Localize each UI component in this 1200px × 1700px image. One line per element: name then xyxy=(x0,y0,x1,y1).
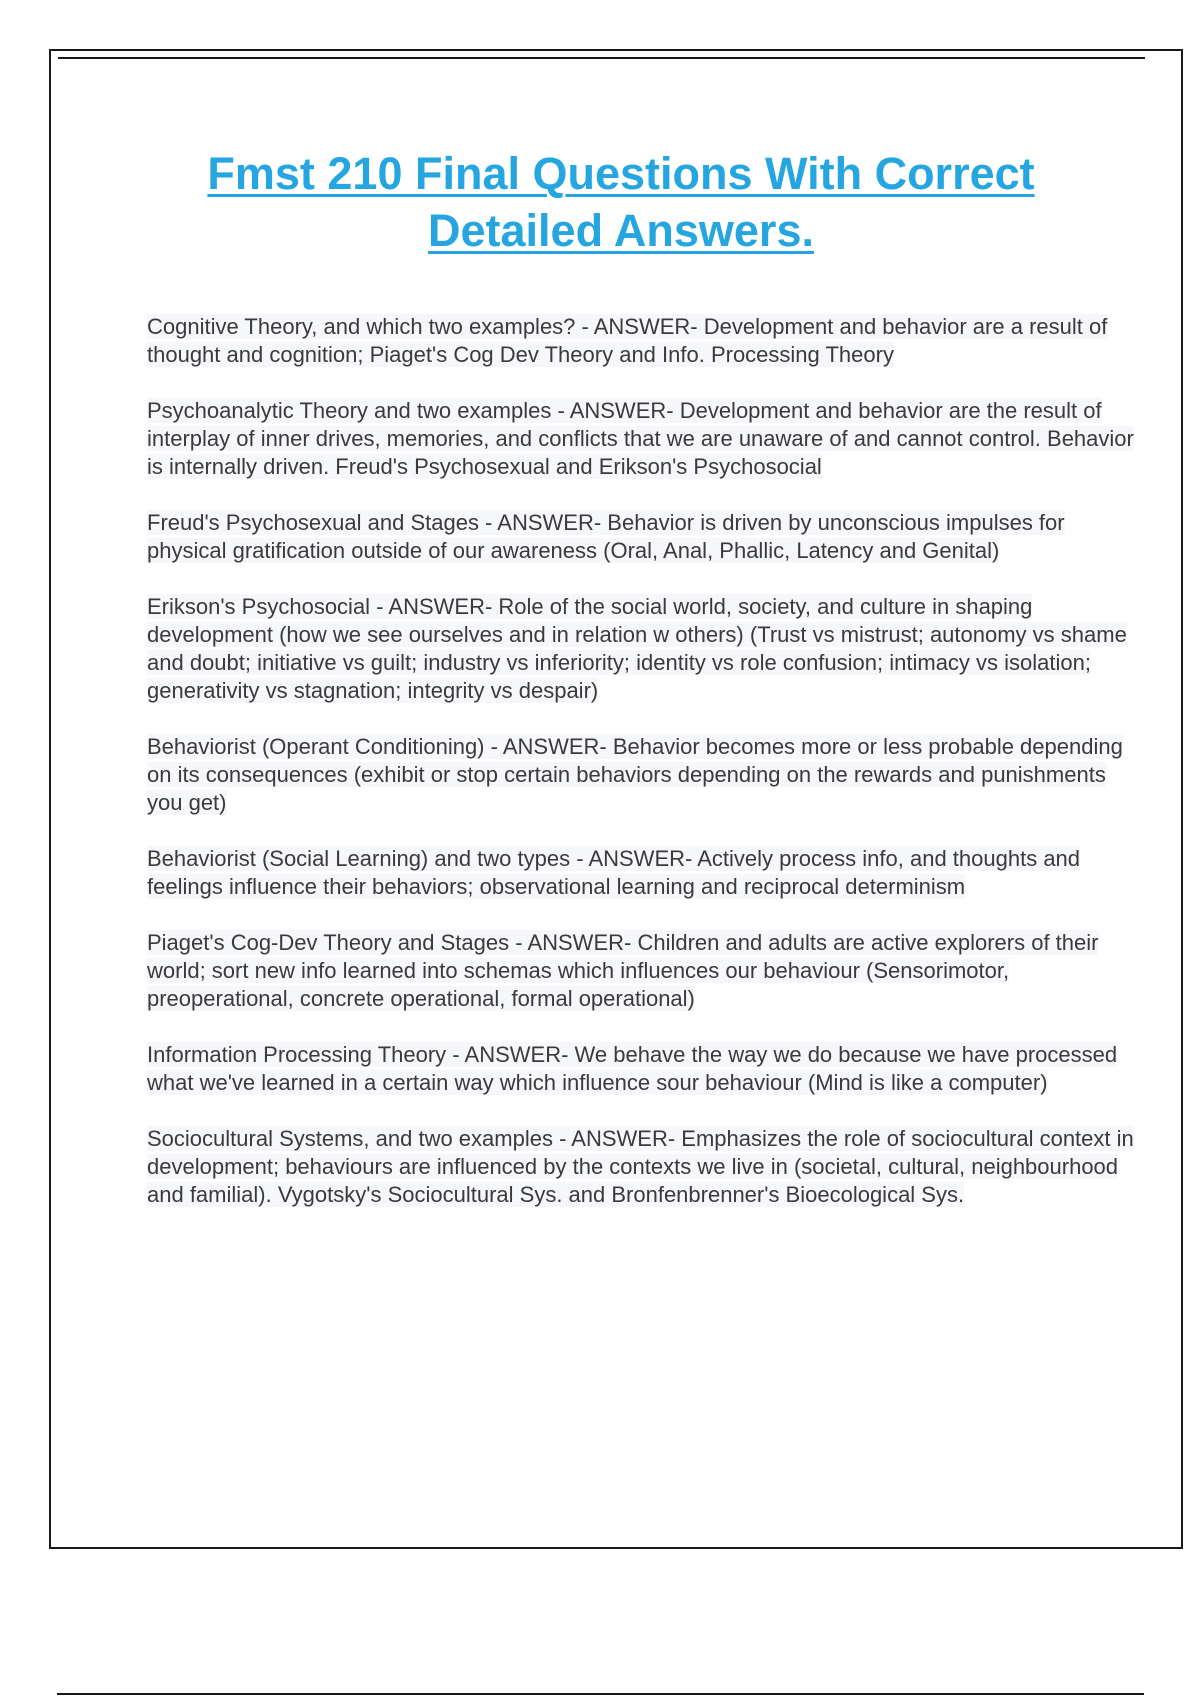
bottom-rule xyxy=(57,1693,1144,1695)
qa-text: Sociocultural Systems, and two examples - ANSWER- Emphasizes the role of sociocultural context in development; behaviours are influenced by the contexts we live in (societal, cultural, neighbourhood and familial). Vygotsky's Sociocultural Sys. and Bronfenbrenner's Bioecological Sys. xyxy=(147,1126,1134,1207)
qa-list xyxy=(147,313,1137,1237)
top-rule xyxy=(58,57,1145,59)
qa-item xyxy=(147,313,1137,369)
qa-text: Erikson's Psychosocial - ANSWER- Role of the social world, society, and culture in shaping development (how we see ourselves and in relation w others) (Trust vs mistrust; autonomy vs shame and doubt; initiative vs guilt; industry vs inferiority; identity vs role confusion; intimacy vs isolation; generativity vs stagnation; integrity vs despair) xyxy=(147,594,1127,703)
qa-item xyxy=(147,929,1137,1013)
qa-text: Psychoanalytic Theory and two examples - ANSWER- Development and behavior are the result of interplay of inner drives, memories, and conflicts that we are unaware of and cannot control. Behavior is internally driven. Freud's Psychosexual and Erikson's Psychosocial xyxy=(147,398,1134,479)
qa-item xyxy=(147,509,1137,565)
qa-text: Behaviorist (Social Learning) and two types - ANSWER- Actively process info, and thoughts and feelings influence their behaviors; observational learning and reciprocal determinism xyxy=(147,846,1081,899)
page-frame xyxy=(49,49,1183,1549)
qa-item xyxy=(147,397,1137,481)
qa-item xyxy=(147,733,1137,817)
qa-item xyxy=(147,1041,1137,1097)
document-title: Fmst 210 Final Questions With Correct Detailed Answers. xyxy=(207,148,1035,256)
qa-item xyxy=(147,593,1137,705)
title-block xyxy=(141,145,1101,259)
qa-text: Piaget's Cog-Dev Theory and Stages - ANSWER- Children and adults are active explorers of their world; sort new info learned into schemas which influences our behaviour (Sensorimotor, preoperational, concrete operational, formal operational) xyxy=(147,930,1099,1011)
qa-item xyxy=(147,1125,1137,1209)
qa-text: Freud's Psychosexual and Stages - ANSWER- Behavior is driven by unconscious impulses for physical gratification outside of our awareness (Oral, Anal, Phallic, Latency and Genital) xyxy=(147,510,1065,563)
qa-text: Information Processing Theory - ANSWER- We behave the way we do because we have processed what we've learned in a certain way which influence sour behaviour (Mind is like a computer) xyxy=(147,1042,1118,1095)
qa-text: Cognitive Theory, and which two examples? - ANSWER- Development and behavior are a result of thought and cognition; Piaget's Cog Dev Theory and Info. Processing Theory xyxy=(147,314,1108,367)
qa-item xyxy=(147,845,1137,901)
qa-text: Behaviorist (Operant Conditioning) - ANSWER- Behavior becomes more or less probable depending on its consequences (exhibit or stop certain behaviors depending on the rewards and punishments you get) xyxy=(147,734,1123,815)
